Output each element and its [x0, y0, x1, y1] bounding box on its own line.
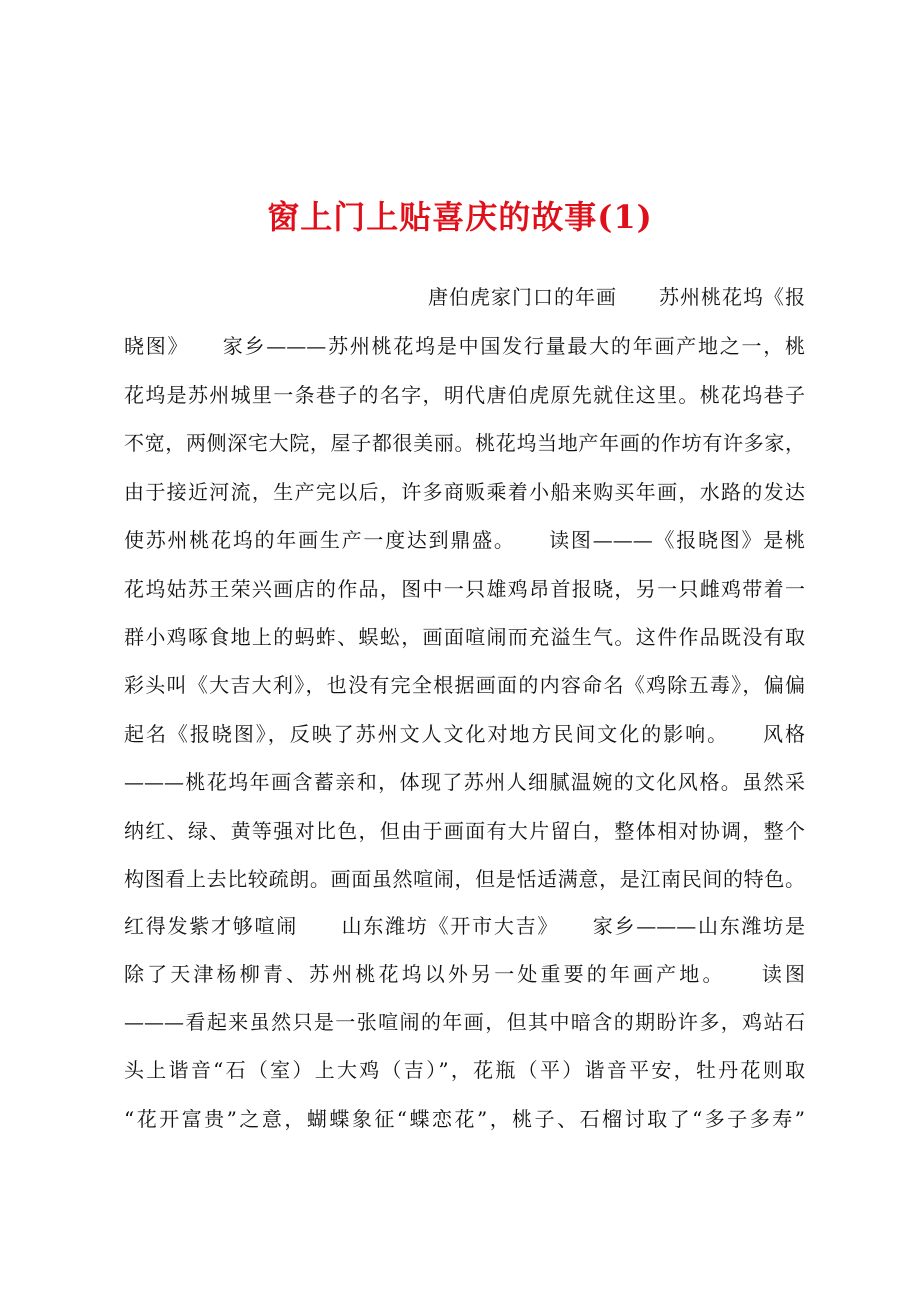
body-line-18: “花开富贵”之意，蝴蝶象征“蝶恋花”，桃子、石榴讨取了“多子多寿”: [124, 1107, 805, 1131]
body-line-8: 群小鸡啄食地上的蚂蚱、蜈蚣，画面喧闹而充溢生气。这件作品既没有取: [124, 625, 805, 649]
body-line-1: 唐伯虎家门口的年画 苏州桃花坞《报: [428, 285, 805, 309]
body-line-14: 红得发紫才够喧闹 山东潍坊《开市大吉》 家乡———山东潍坊是: [124, 914, 805, 938]
body-line-6: 使苏州桃花坞的年画生产一度达到鼎盛。 读图———《报晓图》是桃: [124, 528, 805, 552]
body-line-7: 花坞姑苏王荣兴画店的作品，图中一只雄鸡昂首报晓，另一只雌鸡带着一: [124, 577, 805, 601]
body-line-9: 彩头叫《大吉大利》，也没有完全根据画面的内容命名《鸡除五毒》，偏偏: [124, 673, 805, 697]
body-line-5: 由于接近河流，生产完以后，许多商贩乘着小船来购买年画，水路的发达: [124, 480, 805, 504]
body-line-4: 不宽，两侧深宅大院，屋子都很美丽。桃花坞当地产年画的作坊有许多家，: [124, 431, 805, 455]
body-line-15: 除了天津杨柳青、苏州桃花坞以外另一处重要的年画产地。 读图: [124, 962, 805, 986]
body-line-16: ———看起来虽然只是一张喧闹的年画，但其中暗含的期盼许多，鸡站石: [124, 1010, 805, 1034]
body-line-3: 花坞是苏州城里一条巷子的名字，明代唐伯虎原先就住这里。桃花坞巷子: [124, 383, 805, 407]
body-line-11: ———桃花坞年画含蓄亲和，体现了苏州人细腻温婉的文化风格。虽然采: [124, 770, 805, 794]
document-title: 窗上门上贴喜庆的故事(1): [267, 198, 653, 236]
body-line-17: 头上谐音“石（室）上大鸡（吉）”，花瓶（平）谐音平安，牡丹花则取: [124, 1058, 805, 1082]
body-line-10: 起名《报晓图》，反映了苏州文人文化对地方民间文化的影响。 风格: [124, 722, 805, 746]
body-line-12: 纳红、绿、黄等强对比色，但由于画面有大片留白，整体相对协调，整个: [124, 819, 805, 843]
body-line-2: 晓图》 家乡———苏州桃花坞是中国发行量最大的年画产地之一，桃: [124, 334, 805, 358]
body-line-13: 构图看上去比较疏朗。画面虽然喧闹，但是恬适满意，是江南民间的特色。: [124, 867, 805, 891]
